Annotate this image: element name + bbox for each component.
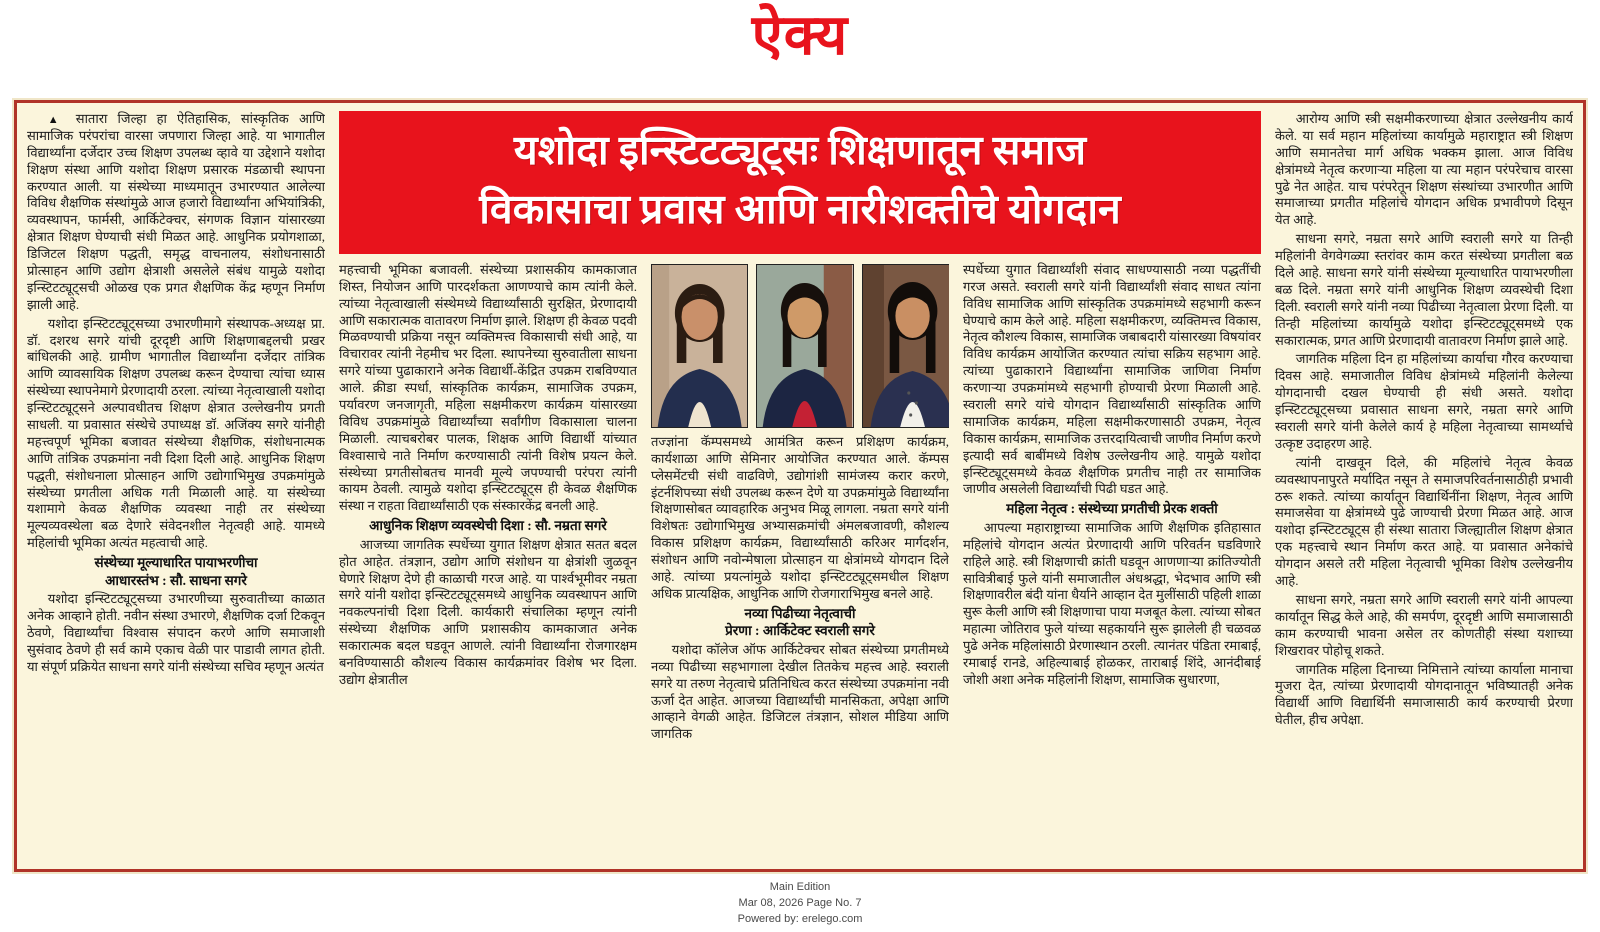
column-5 xyxy=(1275,111,1573,861)
column-3 xyxy=(651,262,949,861)
subhead-sadhana-sagare xyxy=(27,554,325,589)
woman-portrait-1-image xyxy=(652,265,747,427)
col1-paragraph-3: यशोदा इन्स्टिटट्यूट्सच्या उभारणीच्या सुरुवातीच्या काळात अनेक आव्हाने होती. नवीन संस्था उभारणे, शैक्षणिक दर्जा टिकवून ठेवणे, विद्यार्थ्यांचा विश्वास संपादन करणे आणि समाजाशी सुसंवाद ठेवणे ही सर्व कामे एकाच वेळी पार पाडावी लागत होती. या संपूर्ण प्रक्रियेत साधना सगरे यांनी संस्थेच्या सचिव म्हणून अत्यंत xyxy=(27,591,325,674)
footer-date-page: Mar 08, 2026 Page No. 7 xyxy=(738,896,862,909)
portrait-photo-sadhana-sagare xyxy=(651,264,748,428)
portrait-photo-swarali-sagare xyxy=(862,264,949,428)
col2-paragraph-1: महत्त्वाची भूमिका बजावली. संस्थेच्या प्रशासकीय कामकाजात शिस्त, नियोजन आणि पारदर्शकता आणण्याचे काम त्यांनी केले. त्यांच्या नेतृत्वाखाली संस्थेमध्ये विद्यार्थ्यांसाठी सुरक्षित, प्रेरणादायी आणि सकारात्मक वातावरण निर्माण झाले. शिक्षण ही केवळ पदवी मिळवण्याची प्रक्रिया नसून व्यक्तिमत्त्व विकासाची संधी आहे, या विचारावर त्यांनी नेहमीच भर दिला. स्थापनेच्या सुरुवातीला साधना सगरे यांच्या पुढाकाराने अनेक विद्यार्थी-केंद्रित उपक्रम राबविण्यात आले. क्रीडा स्पर्धा, सांस्कृतिक कार्यक्रम, सामाजिक उपक्रम, पर्यावरण जनजागृती, महिला सक्षमीकरण कार्यक्रम यांसारख्या विविध उपक्रमांमुळे विद्यार्थ्यांच्या सर्वांगीण विकासाला चालना मिळाली. त्याचबरोबर पालक, शिक्षक आणि विद्यार्थी यांच्यात विश्वासाचे नाते निर्माण करण्यासाठी त्यांनी विशेष प्रयत्न केले. संस्थेच्या प्रगतीसोबतच मानवी मूल्ये जपण्याची परंपरा त्यांनी कायम ठेवली. त्यामुळे यशोदा इन्स्टिटट्यूट्स ही केवळ शैक्षणिक संस्था न राहता विद्यार्थ्यांसाठी एक संस्कारकेंद्र बनली आहे. xyxy=(339,261,637,514)
portrait-photos-row xyxy=(651,264,949,428)
col1-paragraph-2: यशोदा इन्स्टिटट्यूट्सच्या उभारणीमागे संस्थापक-अध्यक्ष प्रा. डॉ. दशरथ सगरे यांची दूरदृष्टी आणि शिक्षणाबद्दलची प्रखर बांधिलकी आहे. ग्रामीण भागातील विद्यार्थ्यांना दर्जेदार तांत्रिक आणि व्यावसायिक शिक्षण उपलब्ध करून देण्याचा त्यांचा ध्यास संस्थेच्या स्थापनेमागे प्रेरणादायी ठरला. त्यांच्या नेतृत्वाखाली यशोदा इन्स्टिटट्यूट्सने अल्पावधीतच शिक्षण क्षेत्रात उल्लेखनीय प्रगती साधली. या प्रवासात संस्थेचे उपाध्यक्ष डॉ. अजिंक्य सगरे यांनीही महत्त्वपूर्ण भूमिका बजावत संस्थेच्या शैक्षणिक, संशोधनात्मक आणि तांत्रिक उपक्रमांना नवी दिशा दिली आहे. आधुनिक शिक्षण पद्धती, संशोधनाला प्रोत्साहन आणि उद्योगाभिमुख उपक्रमांमुळे संस्थेच्या प्रगतीला अधिक गती मिळाली आहे. या संस्थेच्या यशामागे केवळ शैक्षणिक व्यवस्था नाही तर संस्थेच्या मूल्यव्यवस्थेला बळ देणारे संवेदनशील नेतृत्वही आहे. यामध्ये महिलांची भूमिका अत्यंत महत्वाची आहे. xyxy=(27,315,325,551)
col5-paragraph-5: साधना सगरे, नम्रता सगरे आणि स्वराली सगरे यांनी आपल्या कार्यातून सिद्ध केले आहे, की समर्पण, दूरदृष्टी आणि समाजासाठी काम करण्याची भावना असेल तर कोणतीही संस्था यशाच्या शिखरावर पोहोचू शकते. xyxy=(1275,591,1573,658)
col5-paragraph-1: आरोग्य आणि स्त्री सक्षमीकरणाच्या क्षेत्रात उल्लेखनीय कार्य केले. या सर्व महान महिलांच्या कार्यामुळे महाराष्ट्रात स्त्री शिक्षण आणि समानतेचा मार्ग अधिक भक्कम झाला. आज विविध क्षेत्रांमध्ये नेतृत्व करणाऱ्या महिला या त्या महान परंपरेचाच वारसा पुढे नेत आहेत. याच परंपरेतून शिक्षण संस्थांच्या उभारणीत आणि समाजाच्या प्रगतीत महिलांचे योगदान अधिक प्रभावीपणे दिसून येत आहे. xyxy=(1275,111,1573,228)
col4-paragraph-1: स्पर्धेच्या युगात विद्यार्थ्यांशी संवाद साधण्यासाठी नव्या पद्धतींची गरज असते. स्वराली सगरे यांनी विद्यार्थ्यांशी संवाद साधत त्यांना विविध सामाजिक आणि सांस्कृतिक उपक्रमांमध्ये सहभागी करून घेण्याचे काम केले आहे. महिला सक्षमीकरण, व्यक्तिमत्त्व विकास, नेतृत्व कौशल्य विकास, सामाजिक जबाबदारी यांसारख्या विषयांवर विविध कार्यक्रम आयोजित करण्यात त्यांचा सक्रिय सहभाग आहे. त्यांच्या पुढाकाराने विद्यार्थ्यांना सामाजिक जाणिवा निर्माण करणाऱ्या उपक्रमांमध्ये सहभागी होण्याची प्रेरणा मिळाली आहे. स्वराली सगरे यांचे योगदान विद्यार्थ्यांसाठी सांस्कृतिक आणि सामाजिक कार्यक्रम, महिला सक्षमीकरणासाठी उपक्रम, नेतृत्व विकास कार्यक्रम, सामाजिक उत्तरदायित्वाची जाणीव निर्माण करणे इत्यादी सर्व बाबींमध्ये विशेष उल्लेखनीय आहे. यामुळे यशोदा इन्स्टिट्यूट्समध्ये केवळ शैक्षणिक प्रगतीच नाही तर सामाजिक जाणीव असलेली विद्यार्थ्यांची पिढी घडत आहे. xyxy=(963,261,1261,497)
article-grid xyxy=(27,111,1573,861)
subhead-swarali-sagare xyxy=(651,605,949,640)
footer-powered-by: Powered by: erelego.com xyxy=(737,912,863,925)
headline-line-1: यशोदा इन्स्टिटट्यूट्सः शिक्षणातून समाज xyxy=(513,127,1087,173)
newspaper-title: ऐक्य xyxy=(751,5,849,67)
column-2 xyxy=(339,262,637,861)
headline-line-2: विकासाचा प्रवास आणि नारीशक्तीचे योगदान xyxy=(479,186,1121,233)
subhead-namrata-sagare: आधुनिक शिक्षण व्यवस्थेची दिशा : सौ. नम्रता सगरे xyxy=(369,518,607,534)
article-box xyxy=(14,100,1586,872)
col5-paragraph-6: जागतिक महिला दिनाच्या निमित्ताने त्यांच्या कार्याला मानाचा मुजरा देत, त्यांच्या प्रेरणादायी योगदानातून भविष्यातही अनेक विद्यार्थी आणि विद्यार्थिनी समाजासाठी कार्य करण्याची प्रेरणा घेतील, हीच अपेक्षा. xyxy=(1275,661,1573,728)
col5-paragraph-2: साधना सगरे, नम्रता सगरे आणि स्वराली सगरे या तिन्ही महिलांनी वेगवेगळ्या स्तरांवर काम करत संस्थेच्या प्रगतीला बळ दिले आहे. साधना सगरे यांनी संस्थेच्या मूल्याधारित पायाभरणीला बळ दिले. नम्रता सगरे यांनी आधुनिक शिक्षण व्यवस्थेची दिशा दिली. स्वराली सगरे यांनी नव्या पिढीच्या नेतृत्वाला प्रेरणा दिली. या तिन्ही महिलांच्या कार्यामुळे यशोदा इन्स्टिटट्यूट्समध्ये एक सकारात्मक, प्रगत आणि प्रेरणादायी वातावरण निर्माण झाले आहे. xyxy=(1275,231,1573,348)
middle-columns xyxy=(339,262,1261,861)
subhead-swarali-line1: नव्या पिढीच्या नेतृत्वाची xyxy=(744,605,856,621)
col1-paragraph-1 xyxy=(27,111,325,314)
woman-portrait-2-image xyxy=(757,265,852,427)
woman-portrait-3-image xyxy=(863,265,949,427)
newspaper-masthead xyxy=(0,0,1600,86)
subhead-sadhana-line1: संस्थेच्या मूल्याधारित पायाभरणीचा xyxy=(94,555,258,571)
middle-section xyxy=(339,111,1261,861)
col2-paragraph-2: आजच्या जागतिक स्पर्धेच्या युगात शिक्षण क्षेत्रात सतत बदल होत आहेत. तंत्रज्ञान, उद्योग आणि संशोधन या क्षेत्रांशी जुळवून घेणारे शिक्षण देणे ही काळाची गरज आहे. या पार्श्वभूमीवर नम्रता सगरे यांनी यशोदा इन्स्टिटट्यूट्समध्ये आधुनिक व्यवस्थापन आणि नवकल्पनांची दिशा दिली. कार्यकारी संचालिका म्हणून त्यांनी संस्थेच्या शैक्षणिक आणि प्रशासकीय कामकाजात अनेक सकारात्मक बदल घडवून आणले. त्यांनी विद्यार्थ्यांना रोजगारक्षम बनविण्यासाठी कौशल्य विकास कार्यक्रमांवर विशेष भर दिला. उद्योग क्षेत्रातील xyxy=(339,536,637,687)
col5-paragraph-3: जागतिक महिला दिन हा महिलांच्या कार्याचा गौरव करण्याचा दिवस आहे. समाजातील विविध क्षेत्रांमध्ये महिलांनी केलेल्या योगदानाची दखल घेण्याची ही संधी असते. यशोदा इन्स्टिटट्यूट्सच्या प्रवासात साधना सगरे, नम्रता सगरे आणि स्वराली सगरे यांनी केलेले कार्य हे महिला नेतृत्वाच्या सामर्थ्याचे उत्कृष्ट उदाहरण आहे. xyxy=(1275,351,1573,451)
column-1 xyxy=(27,111,325,861)
page-footer xyxy=(0,880,1600,928)
lead-triangle-icon: ▲ xyxy=(47,114,66,126)
headline-banner xyxy=(339,111,1261,254)
col1-paragraph-1-text: सातारा जिल्हा हा ऐतिहासिक, सांस्कृतिक आणि सामाजिक परंपरांचा वारसा जपणारा जिल्हा आहे. या भागातील विद्यार्थ्यांना दर्जेदार उच्च शिक्षण उपलब्ध व्हावे या उद्देशाने यशोदा शिक्षण संस्था आणि यशोदा शिक्षण प्रसारक मंडळाची स्थापना करण्यात आली. या संस्थेच्या माध्यमातून उभारण्यात आलेल्या विविध शैक्षणिक संस्थांमुळे आज हजारो विद्यार्थ्यांना अभियांत्रिकी, व्यवस्थापन, फार्मसी, आर्किटेक्चर, संगणक विज्ञान यांसारख्या क्षेत्रात शिक्षण घेण्याची संधी मिळत आहे. आधुनिक प्रयोगशाळा, डिजिटल शिक्षण पद्धती, समृद्ध वाचनालय, संशोधनासाठी प्रोत्साहन आणि उद्योग क्षेत्राशी असलेले संबंध यामुळे यशोदा इन्स्टिटट्यूट्सची ओळख एक प्रगत शैक्षणिक केंद्र म्हणून निर्माण झाली आहे. xyxy=(27,111,325,312)
subhead-swarali-line2: प्रेरणा : आर्किटेक्ट स्वराली सगरे xyxy=(725,623,875,639)
col3-paragraph-2: यशोदा कॉलेज ऑफ आर्किटेक्चर सोबत संस्थेच्या प्रगतीमध्ये नव्या पिढीच्या सहभागाला देखील तितकेच महत्त्व आहे. स्वराली सगरे या तरुण नेतृत्वाचे प्रतिनिधित्व करत संस्थेच्या उपक्रमांना नवी ऊर्जा देत आहेत. आजच्या विद्यार्थ्यांची मानसिकता, अपेक्षा आणि आव्हाने वेगळी आहेत. डिजिटल तंत्रज्ञान, सोशल मीडिया आणि जागतिक xyxy=(651,641,949,742)
subhead-sadhana-line2: आधारस्तंभ : सौ. साधना सगरे xyxy=(105,572,247,588)
col5-paragraph-4: त्यांनी दाखवून दिले, की महिलांचे नेतृत्व केवळ व्यवस्थापनापुरते मर्यादित नसून ते समाजपरिवर्तनासाठीही प्रभावी ठरू शकते. त्यांच्या कार्यातून विद्यार्थिनींना शिक्षण, नेतृत्व आणि समाजसेवा या क्षेत्रांमध्ये पुढे जाण्याची प्रेरणा मिळत आहे. आज यशोदा इन्स्टिटट्यूट्स ही संस्था सातारा जिल्ह्यातील शिक्षण क्षेत्रात एक महत्त्वाचे स्थान निर्माण करत आहे. या प्रवासात अनेकांचे योगदान असले तरी महिला नेतृत्वाची भूमिका विशेष उल्लेखनीय आहे. xyxy=(1275,454,1573,589)
col3-paragraph-1: तज्ज्ञांना कॅम्पसमध्ये आमंत्रित करून प्रशिक्षण कार्यक्रम, कार्यशाळा आणि सेमिनार आयोजित करण्यात आले. कॅम्पस प्लेसमेंटची संधी वाढविणे, उद्योगांशी सामंजस्य करार करणे, इंटर्नशिपच्या संधी उपलब्ध करून देणे या उपक्रमांमुळे विद्यार्थ्यांना शिक्षणासोबत व्यावहारिक अनुभव मिळू लागला. नम्रता सगरे यांनी विशेषतः उद्योगाभिमुख अभ्यासक्रमांची अंमलबजावणी, कौशल्य विकास प्रशिक्षण कार्यक्रम, विद्यार्थ्यांसाठी करिअर मार्गदर्शन, संशोधन आणि नवोन्मेषाला प्रोत्साहन या क्षेत्रांमध्ये योगदान दिले आहे. त्यांच्या प्रयत्नांमुळे यशोदा इन्स्टिटट्यूट्समधील शिक्षण अधिक प्रात्यक्षिक, आधुनिक आणि रोजगाराभिमुख बनले आहे. xyxy=(651,433,949,601)
footer-edition: Main Edition xyxy=(769,881,831,893)
column-4 xyxy=(963,262,1261,861)
subhead-mahila-netrutva: महिला नेतृत्व : संस्थेच्या प्रगतीची प्रेरक शक्ती xyxy=(1006,501,1218,517)
col4-paragraph-2: आपल्या महाराष्ट्राच्या सामाजिक आणि शैक्षणिक इतिहासात महिलांचे योगदान अत्यंत प्रेरणादायी आणि परिवर्तन घडविणारे राहिले आहे. स्त्री शिक्षणाची क्रांती घडवून आणणाऱ्या क्रांतिज्योती सावित्रीबाई फुले यांनी समाजातील अंधश्रद्धा, भेदभाव आणि स्त्री शिक्षणावरील बंदी यांना धैर्याने आव्हान देत मुलींसाठी पहिली शाळा सुरू केली आणि स्त्री शिक्षणाचा पाया मजबूत केला. त्यांच्या सोबत महात्मा जोतिराव फुले यांच्या सहकार्याने सुरू झालेली ही चळवळ पुढे अनेक महिलांसाठी प्रेरणास्थान ठरली. त्यानंतर पंडिता रमाबाई, रमाबाई रानडे, अहिल्याबाई होळकर, ताराबाई शिंदे, आनंदीबाई जोशी अशा अनेक महिलांनी शिक्षण, सामाजिक सुधारणा, xyxy=(963,519,1261,687)
portrait-photo-namrata-sagare xyxy=(756,264,853,428)
